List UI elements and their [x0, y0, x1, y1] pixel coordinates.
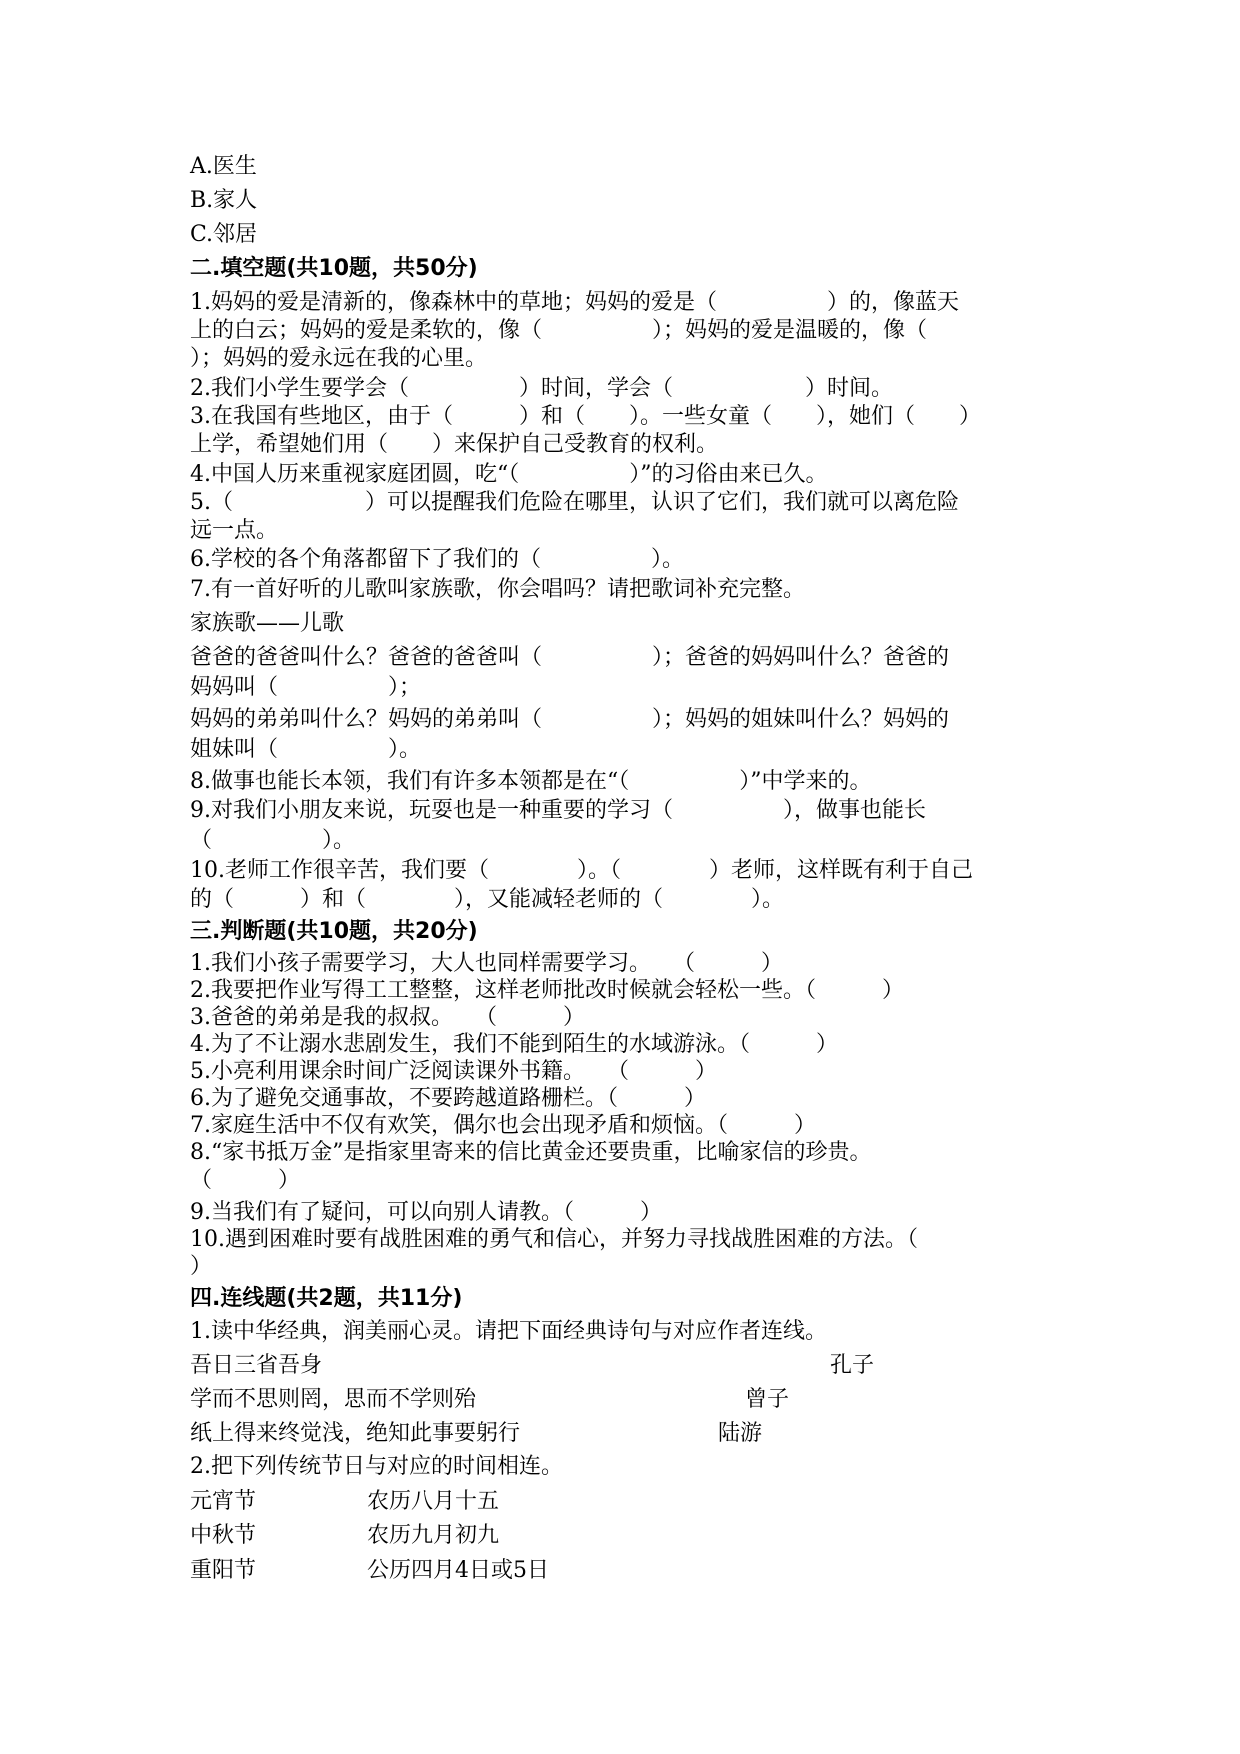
fill-line: 的（ ）和（ ），又能减轻老师的（ ）。: [190, 887, 785, 912]
judge-line: 8.“家书抵万金”是指家里寄来的信比黄金还要贵重，比喻家信的珍贵。: [190, 1140, 872, 1165]
fill-line: 3.在我国有些地区，由于（ ）和（ ）。一些女童（ ），她们（ ）: [190, 404, 981, 429]
judge-line: 2.我要把作业写得工工整整，这样老师批改时候就会轻松一些。（ ）: [190, 978, 904, 1003]
section-3-heading: 三.判断题(共10题，共20分): [190, 919, 478, 944]
match-right-item: 曾子: [745, 1387, 790, 1412]
fill-line: 1.妈妈的爱是清新的，像森林中的草地；妈妈的爱是（ ）的，像蓝天: [190, 290, 959, 315]
section-2-heading: 二.填空题(共10题，共50分): [190, 256, 478, 281]
fill-line: 5.（ ）可以提醒我们危险在哪里，认识了它们，我们就可以离危险: [190, 490, 959, 515]
judge-line: 3.爸爸的弟弟是我的叔叔。 （ ）: [190, 1005, 585, 1030]
judge-line: 6.为了避免交通事故，不要跨越道路栅栏。（ ）: [190, 1086, 706, 1111]
fill-line: 7.有一首好听的儿歌叫家族歌，你会唱吗？请把歌词补充完整。: [190, 577, 805, 602]
match-left-item: 纸上得来终觉浅，绝知此事要躬行: [190, 1421, 521, 1446]
festival-item: 重阳节: [190, 1558, 257, 1583]
fill-line: （ ）。: [190, 828, 356, 853]
fill-line: 姐妹叫（ ）。: [190, 737, 422, 762]
date-item: 农历九月初九: [367, 1523, 500, 1548]
date-item: 公历四月4日或5日: [367, 1558, 549, 1583]
fill-line: 远一点。: [190, 518, 279, 543]
judge-line: 5.小亮利用课余时间广泛阅读课外书籍。 （ ）: [190, 1059, 717, 1084]
judge-line: 10.遇到困难时要有战胜困难的勇气和信心，并努力寻找战胜困难的方法。（: [190, 1227, 918, 1252]
match-right-item: 孔子: [830, 1353, 875, 1378]
judge-line: 4.为了不让溺水悲剧发生，我们不能到陌生的水域游泳。（ ）: [190, 1032, 838, 1057]
song-title: 家族歌——儿歌: [190, 611, 345, 636]
date-item: 农历八月十五: [367, 1489, 500, 1514]
option-b: B.家人: [190, 188, 258, 213]
match-right-item: 陆游: [718, 1421, 763, 1446]
fill-line: 妈妈的弟弟叫什么？妈妈的弟弟叫（ ）；妈妈的姐妹叫什么？妈妈的: [190, 707, 950, 732]
fill-line: 上学，希望她们用（ ）来保护自己受教育的权利。: [190, 432, 719, 457]
option-c: C.邻居: [190, 222, 258, 247]
option-a: A.医生: [190, 154, 257, 179]
fill-line: 10.老师工作很辛苦，我们要（ ）。（ ）老师，这样既有利于自己: [190, 858, 973, 883]
fill-line: 妈妈叫（ ）；: [190, 675, 422, 700]
fill-line: 2.我们小学生要学会（ ）时间，学会（ ）时间。: [190, 376, 893, 401]
judge-line: ）: [190, 1254, 213, 1279]
match-left-item: 学而不思则罔，思而不学则殆: [190, 1387, 477, 1412]
match-left-item: 吾日三省吾身: [190, 1353, 323, 1378]
judge-line: 1.我们小孩子需要学习，大人也同样需要学习。 （ ）: [190, 951, 783, 976]
fill-line: 6.学校的各个角落都留下了我们的（ ）。: [190, 547, 684, 572]
judge-line: 7.家庭生活中不仅有欢笑，偶尔也会出现矛盾和烦恼。（ ）: [190, 1113, 816, 1138]
match-prompt-2: 2.把下列传统节日与对应的时间相连。: [190, 1454, 563, 1479]
festival-item: 元宵节: [190, 1489, 257, 1514]
section-4-heading: 四.连线题(共2题，共11分): [190, 1286, 463, 1311]
fill-line: 4.中国人历来重视家庭团圆，吃“（ ）”的习俗由来已久。: [190, 462, 828, 487]
fill-line: 8.做事也能长本领，我们有许多本领都是在“（ ）”中学来的。: [190, 769, 872, 794]
fill-line: ）；妈妈的爱永远在我的心里。: [190, 346, 488, 371]
judge-line: 9.当我们有了疑问，可以向别人请教。（ ）: [190, 1200, 662, 1225]
judge-line: （ ）: [190, 1168, 301, 1193]
fill-line: 爸爸的爸爸叫什么？爸爸的爸爸叫（ ）；爸爸的妈妈叫什么？爸爸的: [190, 645, 950, 670]
fill-line: 上的白云；妈妈的爱是柔软的，像（ ）；妈妈的爱是温暖的，像（: [190, 318, 928, 343]
festival-item: 中秋节: [190, 1523, 257, 1548]
match-prompt-1: 1.读中华经典，润美丽心灵。请把下面经典诗句与对应作者连线。: [190, 1319, 827, 1344]
fill-line: 9.对我们小朋友来说，玩耍也是一种重要的学习（ ），做事也能长: [190, 798, 926, 823]
